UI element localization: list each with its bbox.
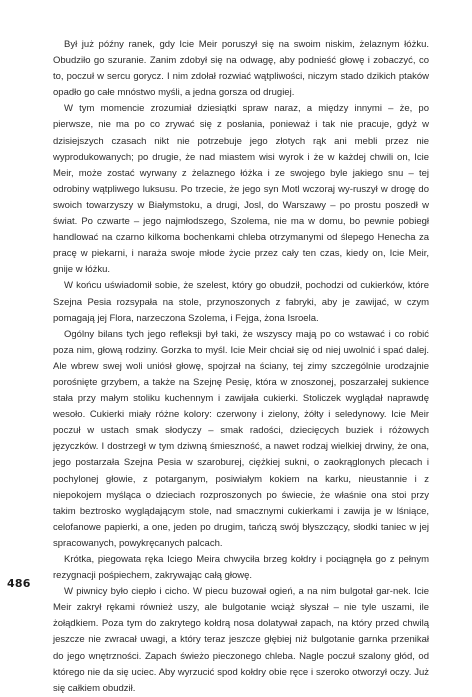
paragraph: W końcu uświadomił sobie, że szelest, który go obudził, pochodzi od cukierków, które Szejna Pesia rozsypała na stole, przynoszonych z fabryki, aby je zawijać, w czym pomagają jej Flora, narzeczona Szolema, i Fejga, żona Isroela.	[53, 280, 429, 324]
paragraph: Ogólny bilans tych jego refleksji był taki, że wszyscy mają po co wstawać i co robić poza nim, głową rodziny. Gorzka to myśl. Icie Meir chciał się od niej uwolnić i spać dalej. Ale wbrew swej woli uniósł głowę, spojrzał na ściany, tej zimy szczególnie urodzajnie porośnięte grzybem, a także na Szejnę Pesię, która w znoszonej, poszarzałej sukience stała przy małym stoliku kuchennym i zawijała cukierki. Stoliczek wyglądał naprawdę wesoło. Cukierki miały różne kolory: czerwony i zielony, żółty i seledynowy. Icie Meir poczuł w ustach smak słodyczy – smak radości, dziecięcych buziek i różowych języczków. I dostrzegł w tym dziwną śmieszność, a nawet rodzaj wielkiej drwiny, że ona, jego postarzała Szejna Pesia w szaroburej, ciężkiej sukni, o zaokrąglonych plecach i pochylonej głowie, z potarganym, posiwiałym kokiem na karku, nieustannie i z niepokojem myśląca o dzieciach rozproszonych po świecie, że właśnie ona stoi przy takim beztrosko wyglądającym stole, nad smacznymi cukierkami i zawija je w lśniące, celofanowe papierki, a one, jeden po drugim, tańczą swój błyszczący, słodki taniec w jej spracowanych, powykręcanych palcach.	[53, 328, 429, 549]
paragraph: Był już późny ranek, gdy Icie Meir poruszył się na swoim niskim, żelaznym łóżku. Obudziło go szuranie. Zanim zdobył się na odwagę, aby podnieść głowę i zobaczyć, co to, poczuł w sercu gorycz. I nim zdołał rozwiać wątpliwości, niczym stado dzikich ptaków opadło go całe mnóstwo myśli, a jedna gorsza od drugiej.	[53, 39, 429, 99]
page-number: 486	[7, 577, 31, 590]
paragraph: W tym momencie zrozumiał dziesiątki spraw naraz, a między innymi – że, po pierwsze, nie ma po co zrywać się z posłania, ponieważ i tak nie pracuje, gdyż w dzisiejszych czasach nikt nie potrzebuje jego złotych rąk ani mebli przez nie wyprodukowanych; po drugie, że nad miastem wisi wyrok i że w każdej chwili on, Icie Meir, może zostać wyrwany z żelaznego łóżka i ze swojego byle jakiego snu – tej odrobiny wątpliwego luksusu. Po trzecie, że jego syn Motl wczoraj wy-ruszył w drogę do swoich towarzyszy w Białymstoku, a drugi, Josl, do Warszawy – po prostu poszedł w świat. Po czwarte – jego najmłodszego, Szolema, nie ma w domu, bo pewnie pobiegł handlować na czarno kilkoma bochenkami chleba otrzymanymi od ślepego Henecha za pracę w piekarni, i naraża swoje młode życie przez cały ten czas, kiedy on, Icie Meir, gnije w łóżku.	[53, 103, 429, 276]
paragraph: Krótka, piegowata ręka Iciego Meira chwyciła brzeg kołdry i pociągnęła go z pełnym rezygnacji pośpiechem, zakrywając całą głowę.	[53, 554, 429, 582]
body-text	[53, 37, 429, 697]
paragraph: W piwnicy było ciepło i cicho. W piecu buzował ogień, a na nim bulgotał gar-nek. Icie Meir zakrył rękami również uszy, ale bulgotanie wciąż słyszał – nie tyle uszami, ile żołądkiem. Poza tym do zakrytego kołdrą nosa dolatywał zapach, na który przed chwilą jeszcze nie zwracał uwagi, a który teraz jeszcze głębiej niż bulgotanie garnka przenikał do jego wnętrzności. Zapach świeżo pieczonego chleba. Nagle poczuł szalony głód, od którego nie da się uciec. Aby wyrzucić spod kołdry obie ręce i szeroko otworzył oczy. Już się całkiem obudził.	[53, 586, 429, 694]
